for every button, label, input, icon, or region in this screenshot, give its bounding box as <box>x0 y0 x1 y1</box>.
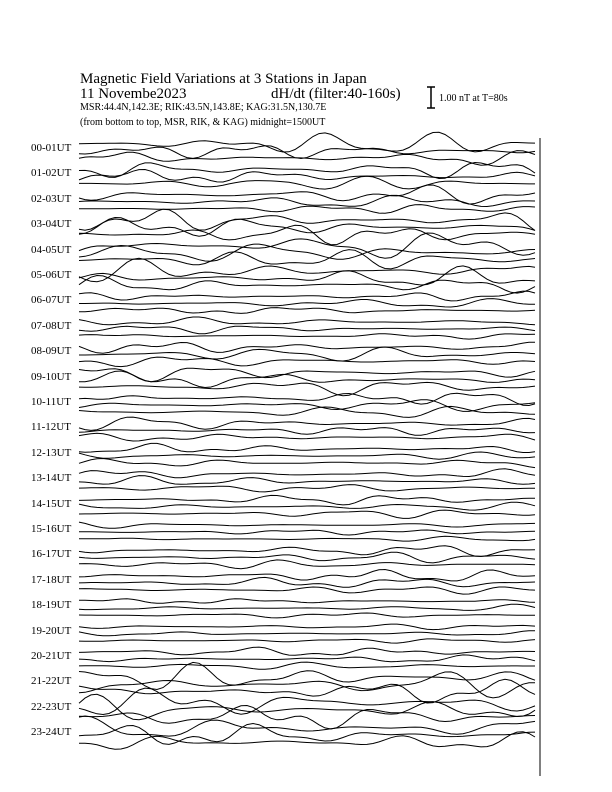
trace-kag <box>79 291 535 301</box>
trace-kag <box>79 570 535 581</box>
hour-label: 13-14UT <box>31 472 72 485</box>
trace-rik <box>79 170 535 183</box>
trace-msr <box>79 536 535 541</box>
trace-kag <box>79 209 535 230</box>
trace-kag <box>79 317 535 325</box>
trace-group <box>79 132 540 776</box>
trace-msr <box>79 225 535 244</box>
trace-kag <box>79 443 535 452</box>
hour-label: 05-06UT <box>31 269 72 281</box>
trace-msr <box>79 587 535 594</box>
hour-label: 23-24UT <box>31 726 72 739</box>
hour-label: 18-19UT <box>31 599 72 612</box>
trace-kag <box>79 233 535 258</box>
hour-label: 07-08UT <box>31 319 72 332</box>
trace-msr <box>79 357 535 367</box>
hour-label: 09-10UT <box>31 370 72 383</box>
hour-label: 12-13UT <box>31 446 72 459</box>
trace-msr <box>79 205 535 214</box>
chart-parameter: dH/dt (filter:40-160s) <box>271 86 401 102</box>
chart-date: 11 Novembe2023 <box>80 86 187 102</box>
hour-label: 21-22UT <box>31 675 72 688</box>
trace-rik <box>79 195 535 206</box>
trace-kag <box>79 342 535 353</box>
trace-kag <box>79 258 535 282</box>
hour-label: 04-05UT <box>31 243 72 256</box>
trace-rik <box>79 724 535 745</box>
trace-rik <box>79 577 535 587</box>
trace-kag <box>79 624 535 630</box>
trace-kag <box>79 522 535 528</box>
trace-rik <box>79 218 535 237</box>
hour-label: 22-23UT <box>31 700 72 713</box>
trace-rik <box>79 631 535 636</box>
trace-kag <box>79 546 535 557</box>
trace-rik <box>79 452 535 459</box>
trace-msr <box>79 485 535 492</box>
trace-kag <box>79 495 535 505</box>
trace-kag <box>79 393 535 405</box>
trace-msr <box>79 560 535 569</box>
chart-title: Magnetic Field Variations at 3 Stations in Japan <box>80 71 367 87</box>
hour-label: 19-20UT <box>31 624 72 637</box>
hour-label: 00-01UT <box>31 142 72 154</box>
trace-rik <box>79 552 535 563</box>
hour-label: 16-17UT <box>31 548 72 561</box>
hour-label: 14-15UT <box>31 497 72 510</box>
trace-msr <box>79 176 535 189</box>
trace-msr <box>79 459 535 468</box>
trace-msr <box>79 510 535 518</box>
trace-msr <box>79 276 535 294</box>
hour-label: 03-04UT <box>31 218 72 231</box>
hour-label: 10-11UT <box>31 396 71 408</box>
trace-rik <box>79 694 535 719</box>
trace-kag <box>79 688 535 714</box>
trace-rik <box>79 428 535 436</box>
trace-msr <box>79 308 535 314</box>
trace-rik <box>79 530 535 535</box>
hour-label: 06-07UT <box>31 294 72 307</box>
hour-label: 20-21UT <box>31 650 72 662</box>
trace-msr <box>79 662 535 669</box>
trace-rik <box>79 299 535 307</box>
trace-msr <box>79 382 535 395</box>
trace-kag <box>79 647 535 655</box>
hour-label: 08-09UT <box>31 345 72 358</box>
hour-label: 11-12UT <box>31 421 71 434</box>
trace-rik <box>79 655 535 662</box>
trace-rik <box>79 266 535 285</box>
trace-rik <box>79 326 535 334</box>
hour-label: 15-16UT <box>31 523 72 535</box>
scale-bar-label: 1.00 nT at T=80s <box>439 93 508 104</box>
trace-msr <box>79 639 535 643</box>
trace-msr <box>79 334 535 339</box>
trace-kag <box>79 417 535 430</box>
trace-msr <box>79 613 535 618</box>
trace-rik <box>79 371 535 388</box>
hour-label: 17-18UT <box>31 573 72 586</box>
hour-label: 01-02UT <box>31 167 72 180</box>
station-coordinates: MSR:44.4N,142.3E; RIK:43.5N,143.8E; KAG:31.5N,130.7E <box>80 102 327 113</box>
trace-order-note: (from bottom to top, MSR, RIK, & KAG) midnight=1500UT <box>80 117 326 128</box>
trace-kag <box>79 599 535 604</box>
trace-rik <box>79 604 535 610</box>
trace-rik <box>79 502 535 510</box>
hour-label: 02-03UT <box>31 192 72 205</box>
